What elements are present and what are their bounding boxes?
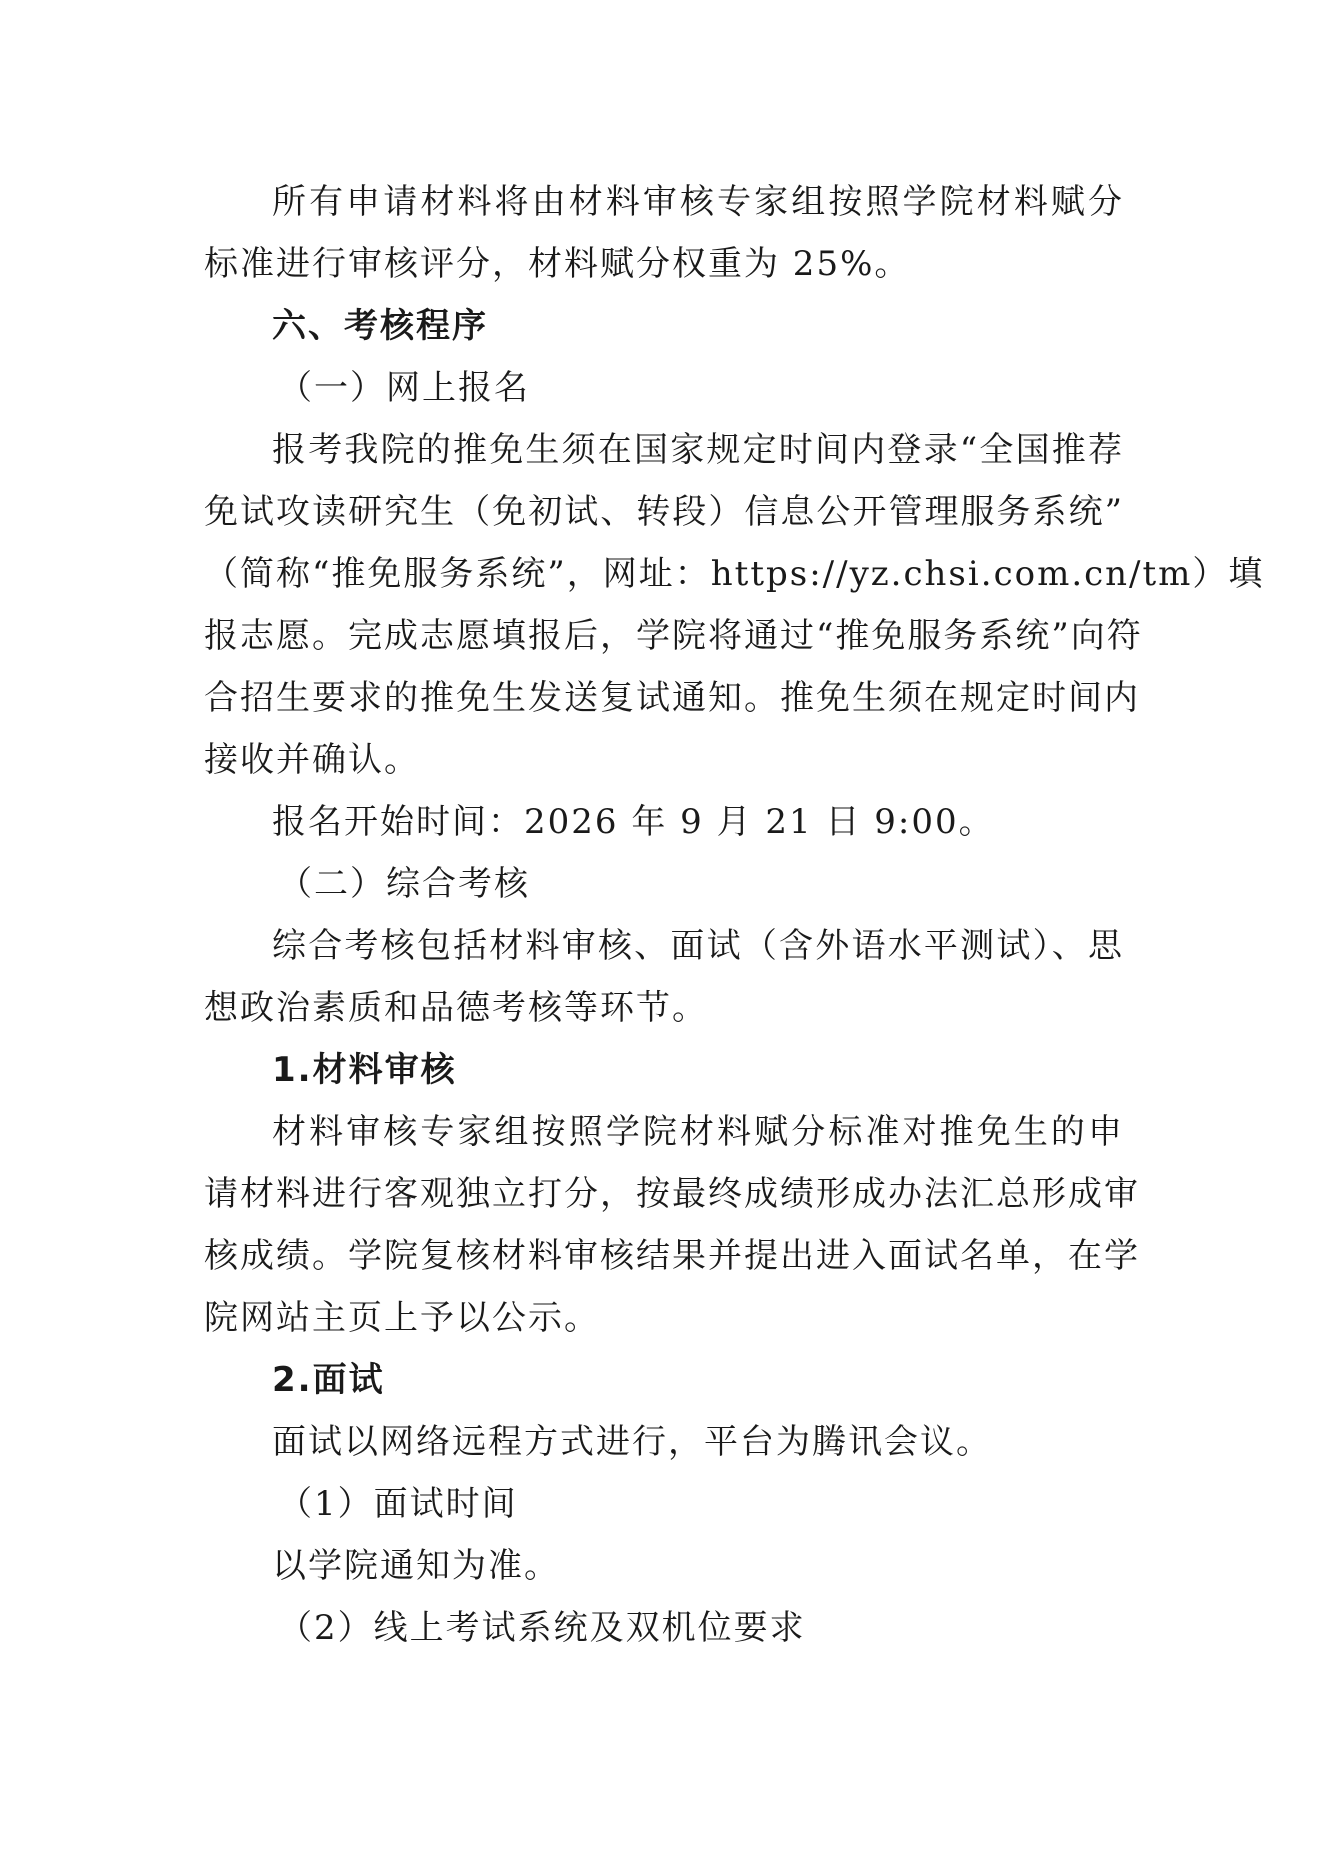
paragraph-line: 报志愿。完成志愿填报后，学院将通过“推免服务系统”向符 [204,616,1143,656]
paragraph-line: 所有申请材料将由材料审核专家组按照学院材料赋分 [272,182,1124,222]
paragraph-line: 材料审核专家组按照学院材料赋分标准对推免生的申 [272,1112,1124,1152]
paragraph-line: 接收并确认。 [204,740,420,780]
paragraph-line: 标准进行审核评分，材料赋分权重为 25%。 [204,244,911,284]
item-heading: 2.面试 [272,1360,385,1400]
paragraph-line: 报考我院的推免生须在国家规定时间内登录“全国推荐 [272,430,1124,470]
paragraph-line: 以学院通知为准。 [272,1546,560,1586]
paragraph-line: 面试以网络远程方式进行，平台为腾讯会议。 [272,1422,992,1462]
sub-item-heading: （2）线上考试系统及双机位要求 [278,1608,806,1648]
subsection-heading: （一）网上报名 [278,368,530,408]
registration-time: 报名开始时间：2026 年 9 月 21 日 9:00。 [272,802,995,842]
sub-item-heading: （1）面试时间 [278,1484,518,1524]
paragraph-line: 综合考核包括材料审核、面试（含外语水平测试）、思 [272,926,1124,966]
paragraph-line: 核成绩。学院复核材料审核结果并提出进入面试名单，在学 [204,1236,1140,1276]
paragraph-line: 合招生要求的推免生发送复试通知。推免生须在规定时间内 [204,678,1140,718]
paragraph-line: 院网站主页上予以公示。 [204,1298,600,1338]
paragraph-line: 请材料进行客观独立打分，按最终成绩形成办法汇总形成审 [204,1174,1140,1214]
section-heading: 六、考核程序 [272,306,488,346]
paragraph-line: 想政治素质和品德考核等环节。 [204,988,708,1028]
paragraph-line: （简称“推免服务系统”，网址：https://yz.chsi.com.cn/tm）填 [204,554,1265,594]
paragraph-line: 免试攻读研究生（免初试、转段）信息公开管理服务系统” [204,492,1124,532]
item-heading: 1.材料审核 [272,1050,457,1090]
subsection-heading: （二）综合考核 [278,864,530,904]
